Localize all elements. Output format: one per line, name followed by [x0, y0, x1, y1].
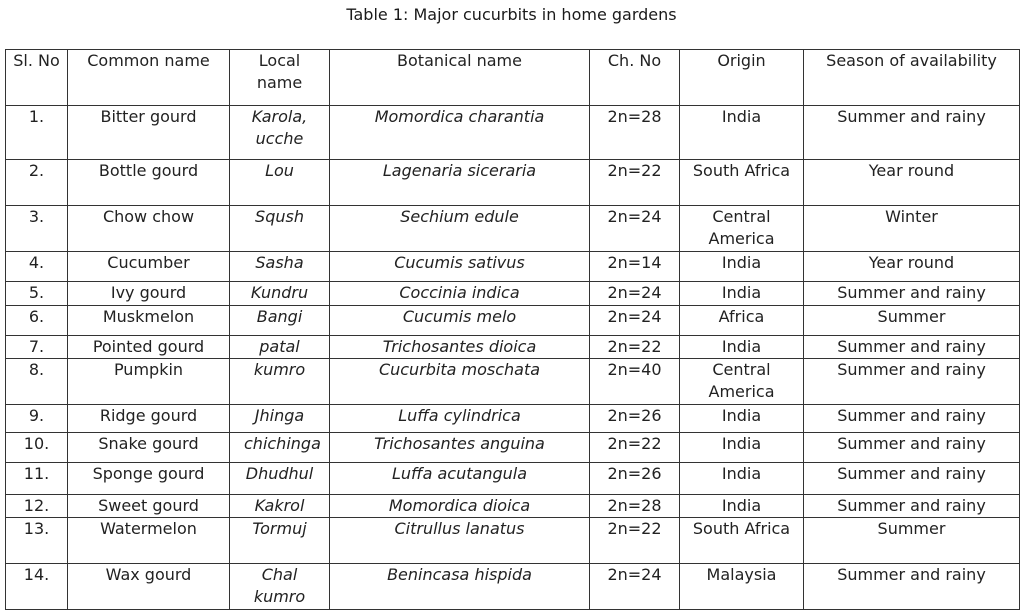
- cell-season: Summer and rainy: [804, 564, 1020, 610]
- cell-season: Year round: [804, 160, 1020, 206]
- cell-botanical-name: Luffa cylindrica: [330, 405, 590, 433]
- cell-origin: Malaysia: [680, 564, 804, 610]
- cell-ch-no: 2n=24: [590, 564, 680, 610]
- cell-sl-no: 14.: [6, 564, 68, 610]
- cell-sl-no: 5.: [6, 282, 68, 306]
- cell-origin: India: [680, 282, 804, 306]
- cell-common-name: Bottle gourd: [68, 160, 230, 206]
- cell-common-name: Snake gourd: [68, 433, 230, 463]
- cell-season: Summer and rainy: [804, 405, 1020, 433]
- header-sl-no: Sl. No: [6, 50, 68, 106]
- cell-common-name: Cucumber: [68, 252, 230, 282]
- cell-common-name: Sponge gourd: [68, 463, 230, 495]
- cell-local-name: Sasha: [230, 252, 330, 282]
- cell-origin: India: [680, 433, 804, 463]
- header-local-name: Local name: [230, 50, 330, 106]
- cell-origin: Central America: [680, 206, 804, 252]
- table-caption: Table 1: Major cucurbits in home gardens: [346, 5, 677, 24]
- cell-common-name: Watermelon: [68, 518, 230, 564]
- cell-common-name: Pointed gourd: [68, 336, 230, 359]
- cell-local-name: patal: [230, 336, 330, 359]
- cell-local-name: Kakrol: [230, 495, 330, 518]
- cell-season: Summer and rainy: [804, 282, 1020, 306]
- cell-botanical-name: Trichosantes anguina: [330, 433, 590, 463]
- cell-ch-no: 2n=22: [590, 160, 680, 206]
- cell-botanical-name: Citrullus lanatus: [330, 518, 590, 564]
- cell-ch-no: 2n=26: [590, 463, 680, 495]
- cell-common-name: Sweet gourd: [68, 495, 230, 518]
- cell-botanical-name: Luffa acutangula: [330, 463, 590, 495]
- cell-botanical-name: Trichosantes dioica: [330, 336, 590, 359]
- cell-ch-no: 2n=26: [590, 405, 680, 433]
- cell-sl-no: 1.: [6, 106, 68, 160]
- cell-season: Summer: [804, 518, 1020, 564]
- cell-local-name: chichinga: [230, 433, 330, 463]
- cell-common-name: Ridge gourd: [68, 405, 230, 433]
- cell-season: Summer and rainy: [804, 495, 1020, 518]
- cell-sl-no: 11.: [6, 463, 68, 495]
- table-row: [6, 206, 1020, 252]
- table-row: [6, 282, 1020, 306]
- cell-botanical-name: Momordica charantia: [330, 106, 590, 160]
- cell-local-name: kumro: [230, 359, 330, 405]
- header-row: [6, 50, 1020, 106]
- cell-season: Summer: [804, 306, 1020, 336]
- cell-season: Summer and rainy: [804, 106, 1020, 160]
- cell-ch-no: 2n=24: [590, 306, 680, 336]
- cell-origin: South Africa: [680, 518, 804, 564]
- cell-ch-no: 2n=24: [590, 282, 680, 306]
- cell-local-name: Lou: [230, 160, 330, 206]
- cell-botanical-name: Sechium edule: [330, 206, 590, 252]
- cell-ch-no: 2n=22: [590, 336, 680, 359]
- cell-ch-no: 2n=14: [590, 252, 680, 282]
- cell-local-name: Sqush: [230, 206, 330, 252]
- cell-local-name: Tormuj: [230, 518, 330, 564]
- cell-common-name: Bitter gourd: [68, 106, 230, 160]
- cell-botanical-name: Coccinia indica: [330, 282, 590, 306]
- table-row: [6, 160, 1020, 206]
- cell-sl-no: 6.: [6, 306, 68, 336]
- cell-local-name: Chal kumro: [230, 564, 330, 610]
- cell-sl-no: 3.: [6, 206, 68, 252]
- cell-sl-no: 10.: [6, 433, 68, 463]
- table-row: [6, 495, 1020, 518]
- cell-sl-no: 4.: [6, 252, 68, 282]
- header-common-name: Common name: [68, 50, 230, 106]
- cell-local-name: Dhudhul: [230, 463, 330, 495]
- table-row: [6, 433, 1020, 463]
- cell-local-name: Bangi: [230, 306, 330, 336]
- table-row: [6, 306, 1020, 336]
- cell-common-name: Muskmelon: [68, 306, 230, 336]
- table-row: [6, 405, 1020, 433]
- cell-sl-no: 13.: [6, 518, 68, 564]
- cell-season: Year round: [804, 252, 1020, 282]
- cell-local-name: Jhinga: [230, 405, 330, 433]
- cell-ch-no: 2n=22: [590, 433, 680, 463]
- header-botanical-name: Botanical name: [330, 50, 590, 106]
- cell-common-name: Ivy gourd: [68, 282, 230, 306]
- cell-origin: India: [680, 405, 804, 433]
- cell-botanical-name: Cucurbita moschata: [330, 359, 590, 405]
- cell-origin: South Africa: [680, 160, 804, 206]
- cell-origin: Africa: [680, 306, 804, 336]
- cell-sl-no: 2.: [6, 160, 68, 206]
- cell-botanical-name: Lagenaria siceraria: [330, 160, 590, 206]
- cell-ch-no: 2n=40: [590, 359, 680, 405]
- cell-sl-no: 7.: [6, 336, 68, 359]
- cell-botanical-name: Cucumis sativus: [330, 252, 590, 282]
- cell-local-name: Kundru: [230, 282, 330, 306]
- table-row: [6, 106, 1020, 160]
- cell-ch-no: 2n=24: [590, 206, 680, 252]
- cell-origin: Central America: [680, 359, 804, 405]
- cell-season: Summer and rainy: [804, 463, 1020, 495]
- table-row: [6, 336, 1020, 359]
- cell-ch-no: 2n=22: [590, 518, 680, 564]
- cell-ch-no: 2n=28: [590, 106, 680, 160]
- cell-origin: India: [680, 463, 804, 495]
- header-season: Season of availability: [804, 50, 1020, 106]
- cell-origin: India: [680, 106, 804, 160]
- cell-ch-no: 2n=28: [590, 495, 680, 518]
- cell-season: Summer and rainy: [804, 336, 1020, 359]
- table-body: [6, 106, 1020, 610]
- table-row: [6, 564, 1020, 610]
- cucurbits-table: [5, 49, 1020, 610]
- cell-sl-no: 9.: [6, 405, 68, 433]
- cell-botanical-name: Momordica dioica: [330, 495, 590, 518]
- cell-season: Summer and rainy: [804, 433, 1020, 463]
- cell-origin: India: [680, 336, 804, 359]
- table-row: [6, 359, 1020, 405]
- header-origin: Origin: [680, 50, 804, 106]
- cell-common-name: Pumpkin: [68, 359, 230, 405]
- cell-botanical-name: Benincasa hispida: [330, 564, 590, 610]
- cell-season: Summer and rainy: [804, 359, 1020, 405]
- table-row: [6, 463, 1020, 495]
- header-ch-no: Ch. No: [590, 50, 680, 106]
- cell-botanical-name: Cucumis melo: [330, 306, 590, 336]
- cell-sl-no: 8.: [6, 359, 68, 405]
- cell-common-name: Wax gourd: [68, 564, 230, 610]
- cell-season: Winter: [804, 206, 1020, 252]
- cell-sl-no: 12.: [6, 495, 68, 518]
- cell-local-name: Karola, ucche: [230, 106, 330, 160]
- cell-origin: India: [680, 252, 804, 282]
- cell-origin: India: [680, 495, 804, 518]
- table-row: [6, 518, 1020, 564]
- cell-common-name: Chow chow: [68, 206, 230, 252]
- table-row: [6, 252, 1020, 282]
